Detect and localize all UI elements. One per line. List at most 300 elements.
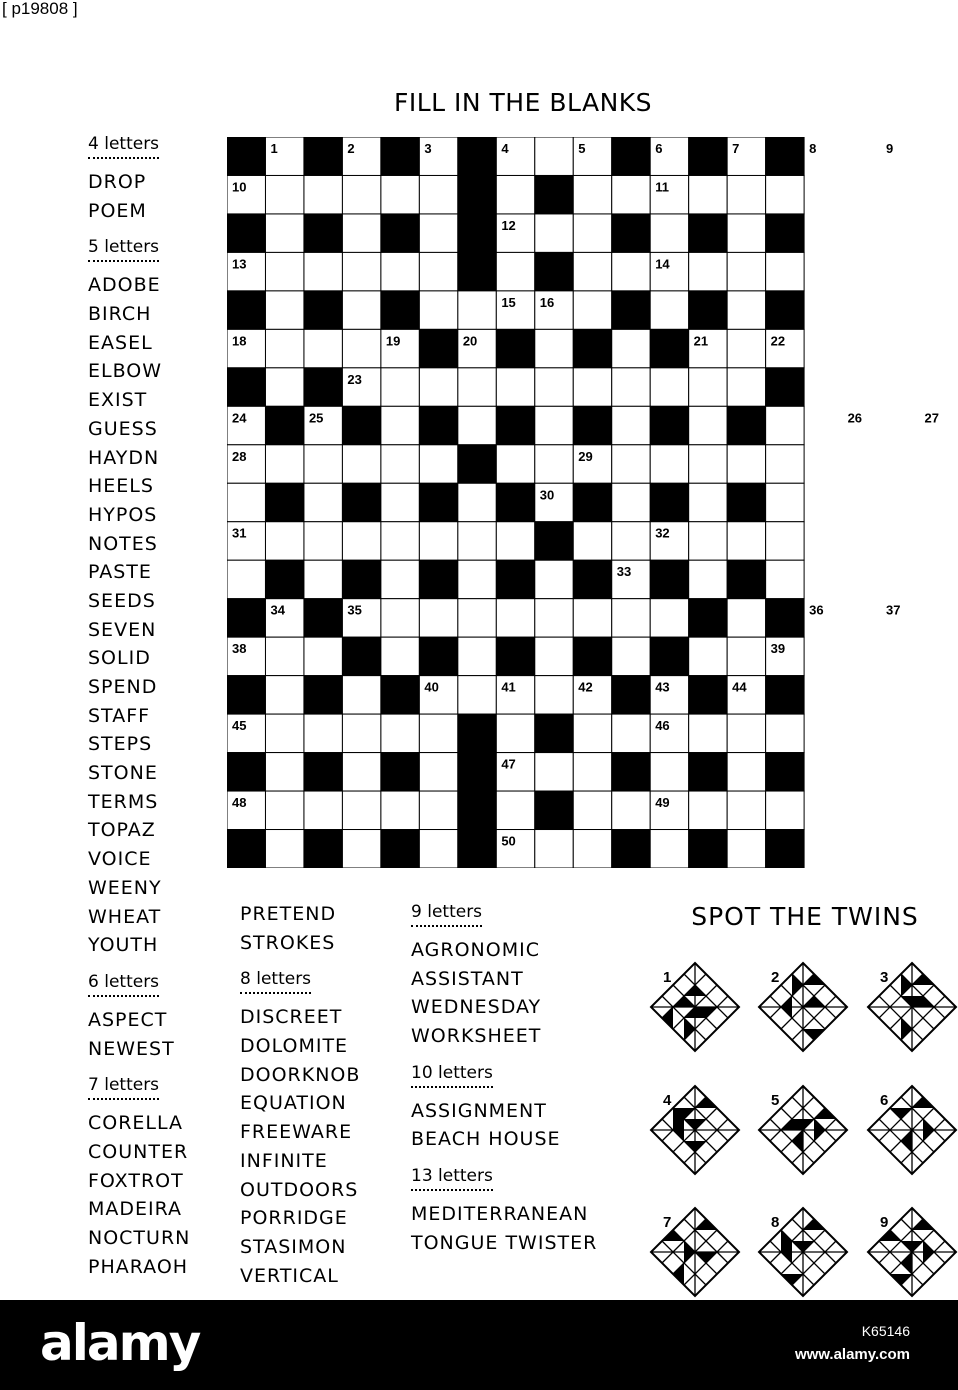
clue-number: 3 <box>424 141 432 156</box>
white-square <box>304 329 342 367</box>
white-square <box>535 445 573 483</box>
word-entry: PORRIDGE <box>240 1207 348 1230</box>
word-entry: ASSIGNMENT <box>411 1099 547 1122</box>
white-square <box>304 560 342 598</box>
word-group <box>240 969 400 1290</box>
clue-number: 42 <box>578 679 593 695</box>
word-entry: PASTE <box>88 561 152 584</box>
black-square <box>342 637 380 675</box>
black-square <box>227 753 265 791</box>
white-square <box>342 714 380 752</box>
word-entry: EQUATION <box>240 1092 347 1115</box>
clue-number: 48 <box>232 795 247 811</box>
white-square <box>496 791 534 829</box>
black-square <box>381 830 419 868</box>
clue-number: 37 <box>886 602 901 618</box>
white-square <box>650 753 688 791</box>
filled-triangle <box>912 974 934 985</box>
white-square <box>535 753 573 791</box>
black-square <box>766 368 804 406</box>
white-square <box>650 291 688 329</box>
white-square <box>458 406 496 444</box>
white-square <box>304 445 342 483</box>
white-square <box>573 291 611 329</box>
black-square <box>766 753 804 791</box>
white-square <box>265 791 303 829</box>
white-square <box>650 830 688 868</box>
black-square <box>766 137 804 175</box>
filled-triangle <box>890 1274 912 1285</box>
white-square <box>304 483 342 521</box>
filled-triangle <box>792 974 803 996</box>
clue-number: 34 <box>270 602 285 618</box>
alamy-logo: alamy <box>40 1314 200 1372</box>
word-entry: WORKSHEET <box>411 1025 542 1048</box>
black-square <box>227 291 265 329</box>
word-group-header: 6 letters <box>88 972 159 997</box>
black-square <box>689 830 727 868</box>
white-square <box>458 522 496 560</box>
black-square <box>227 676 265 714</box>
white-square <box>766 483 804 521</box>
white-square <box>573 252 611 290</box>
white-square <box>419 599 457 637</box>
clue-number: 5 <box>578 141 586 156</box>
white-square <box>342 214 380 252</box>
white-square <box>342 676 380 714</box>
word-entry: SOLID <box>88 647 151 670</box>
word-entry: SEEDS <box>88 589 156 612</box>
white-square <box>381 483 419 521</box>
word-entry: EASEL <box>88 331 153 354</box>
white-square <box>342 291 380 329</box>
white-square <box>535 406 573 444</box>
white-square <box>727 175 765 213</box>
filled-triangle <box>695 1097 717 1108</box>
black-square <box>265 483 303 521</box>
white-square <box>612 175 650 213</box>
black-square <box>650 637 688 675</box>
white-square <box>727 714 765 752</box>
clue-number: 46 <box>655 718 670 734</box>
white-square <box>496 175 534 213</box>
white-square <box>381 599 419 637</box>
filled-triangle <box>673 1263 684 1285</box>
filled-triangle <box>901 974 912 996</box>
word-entry: MADEIRA <box>88 1198 183 1221</box>
white-square <box>535 368 573 406</box>
white-square <box>496 368 534 406</box>
word-entry: ADOBE <box>88 274 161 297</box>
white-square <box>496 252 534 290</box>
word-entry: FOXTROT <box>88 1169 184 1192</box>
black-square <box>458 175 496 213</box>
clue-number: 15 <box>501 294 516 310</box>
filled-triangle <box>695 1252 717 1263</box>
black-square <box>419 329 457 367</box>
twin-number: 5 <box>771 1092 780 1109</box>
twin-number: 4 <box>663 1092 672 1109</box>
word-entry: NEWEST <box>88 1037 175 1060</box>
word-entry: WHEAT <box>88 905 162 928</box>
white-square <box>342 329 380 367</box>
white-square <box>265 830 303 868</box>
white-square <box>304 637 342 675</box>
black-square <box>381 291 419 329</box>
black-square <box>458 830 496 868</box>
word-entry: STAFF <box>88 704 151 727</box>
word-entry: CORELLA <box>88 1112 184 1135</box>
word-entry: MEDITERRANEAN <box>411 1203 589 1226</box>
white-square <box>535 560 573 598</box>
clue-number: 9 <box>886 141 894 156</box>
clue-number: 36 <box>809 602 824 618</box>
clue-number: 38 <box>232 641 247 657</box>
black-square <box>381 214 419 252</box>
white-square <box>650 445 688 483</box>
clue-number: 1 <box>270 141 278 156</box>
white-square <box>381 560 419 598</box>
white-square <box>573 599 611 637</box>
white-square <box>727 599 765 637</box>
site-url: www.alamy.com <box>794 1346 910 1363</box>
twin-number: 6 <box>880 1092 889 1109</box>
white-square <box>458 637 496 675</box>
black-square <box>766 291 804 329</box>
white-square <box>381 175 419 213</box>
filled-triangle <box>803 974 825 985</box>
black-square <box>458 791 496 829</box>
white-square <box>381 252 419 290</box>
filled-triangle <box>662 1230 684 1241</box>
black-square <box>342 406 380 444</box>
white-square <box>612 368 650 406</box>
black-square <box>227 830 265 868</box>
clue-number: 13 <box>232 256 247 272</box>
clue-number: 23 <box>347 371 362 387</box>
white-square <box>535 676 573 714</box>
black-square <box>304 830 342 868</box>
word-entry: STROKES <box>240 931 336 954</box>
white-square <box>689 252 727 290</box>
black-square <box>304 753 342 791</box>
clue-number: 35 <box>347 602 362 618</box>
white-square <box>419 753 457 791</box>
black-square <box>304 137 342 175</box>
black-square <box>650 406 688 444</box>
white-square <box>766 560 804 598</box>
white-square <box>419 252 457 290</box>
white-square <box>612 483 650 521</box>
word-entry: HYPOS <box>88 503 158 526</box>
white-square <box>766 175 804 213</box>
black-square <box>419 483 457 521</box>
white-square <box>689 445 727 483</box>
white-square <box>265 329 303 367</box>
white-square <box>573 791 611 829</box>
white-square <box>689 175 727 213</box>
filled-triangle <box>803 1029 825 1040</box>
white-square <box>650 214 688 252</box>
black-square <box>689 753 727 791</box>
word-list-column-2 <box>240 900 400 1302</box>
word-entry: SPEND <box>88 676 158 698</box>
white-square <box>573 368 611 406</box>
white-square <box>342 791 380 829</box>
word-entry: NOCTURN <box>88 1227 191 1249</box>
word-entry: DISCREET <box>240 1006 343 1029</box>
white-square <box>496 714 534 752</box>
word-entry: HAYDN <box>88 446 160 469</box>
clue-number: 12 <box>501 217 516 233</box>
white-square <box>265 714 303 752</box>
clue-number: 8 <box>809 141 817 156</box>
white-square <box>227 560 265 598</box>
white-square <box>727 291 765 329</box>
clue-number: 4 <box>501 141 509 156</box>
clue-number: 6 <box>655 141 663 156</box>
white-square <box>689 522 727 560</box>
white-square <box>727 445 765 483</box>
white-square <box>304 791 342 829</box>
white-square <box>265 522 303 560</box>
black-square <box>227 368 265 406</box>
word-entry: TONGUE TWISTER <box>411 1231 598 1254</box>
white-square <box>342 830 380 868</box>
white-square <box>496 445 534 483</box>
twin-diamond <box>651 1086 739 1174</box>
filled-triangle <box>662 1007 673 1029</box>
white-square <box>766 406 804 444</box>
clue-number: 28 <box>232 448 247 464</box>
clue-number: 22 <box>770 333 786 349</box>
white-square <box>535 329 573 367</box>
twin-number: 3 <box>880 969 889 986</box>
filled-triangle <box>901 1130 912 1152</box>
clue-number: 18 <box>232 333 247 349</box>
word-entry: COUNTER <box>88 1140 189 1163</box>
image-id: K65146 <box>861 1323 910 1339</box>
black-square <box>650 329 688 367</box>
clue-number: 29 <box>578 448 593 464</box>
word-group-header: 8 letters <box>240 969 311 994</box>
white-square <box>342 445 380 483</box>
word-entry: ELBOW <box>88 360 163 383</box>
word-entry: ASPECT <box>88 1008 168 1031</box>
white-square <box>727 830 765 868</box>
clue-number: 31 <box>232 525 247 541</box>
black-square <box>727 560 765 598</box>
white-square <box>227 483 265 521</box>
footer-bar <box>0 1300 958 1390</box>
word-entry: DROP <box>88 171 147 193</box>
white-square <box>458 676 496 714</box>
white-square <box>265 368 303 406</box>
white-square <box>419 714 457 752</box>
twin-diamond <box>651 1208 739 1296</box>
white-square <box>766 252 804 290</box>
white-square <box>381 368 419 406</box>
clue-number: 25 <box>308 410 324 426</box>
word-group-header: 9 letters <box>411 902 482 927</box>
black-square <box>381 753 419 791</box>
white-square <box>689 483 727 521</box>
word-group <box>411 1166 641 1257</box>
black-square <box>727 406 765 444</box>
black-square <box>573 560 611 598</box>
black-square <box>689 676 727 714</box>
word-entry: TOPAZ <box>88 819 156 842</box>
clue-number: 16 <box>539 294 555 310</box>
word-entry: SEVEN <box>88 618 157 641</box>
word-entry: ASSISTANT <box>411 967 524 990</box>
white-square <box>612 252 650 290</box>
word-entry: HEELS <box>88 475 154 498</box>
white-square <box>727 791 765 829</box>
word-group <box>411 902 641 1051</box>
white-square <box>727 329 765 367</box>
black-square <box>304 599 342 637</box>
filled-triangle <box>695 1219 717 1230</box>
black-square <box>227 214 265 252</box>
clue-number: 43 <box>655 679 670 695</box>
black-square <box>381 137 419 175</box>
white-square <box>496 599 534 637</box>
twin-diamond <box>759 963 847 1051</box>
clue-number: 21 <box>693 333 709 349</box>
word-entry: VERTICAL <box>240 1264 339 1287</box>
white-square <box>419 830 457 868</box>
black-square <box>727 483 765 521</box>
black-square <box>496 329 534 367</box>
white-square <box>265 252 303 290</box>
filled-triangle <box>814 1108 836 1119</box>
white-square <box>304 252 342 290</box>
white-square <box>535 214 573 252</box>
white-square <box>766 445 804 483</box>
white-square <box>727 637 765 675</box>
word-group-header: 7 letters <box>88 1075 159 1100</box>
word-group <box>88 237 218 960</box>
filled-triangle <box>673 996 695 1007</box>
word-entry: BIRCH <box>88 303 152 326</box>
white-square <box>419 214 457 252</box>
black-square <box>612 753 650 791</box>
black-square <box>342 483 380 521</box>
white-square <box>689 791 727 829</box>
black-square <box>496 483 534 521</box>
white-square <box>304 714 342 752</box>
black-square <box>573 329 611 367</box>
clue-number: 14 <box>655 256 670 272</box>
black-square <box>612 137 650 175</box>
clue-number: 40 <box>424 679 439 695</box>
white-square <box>573 522 611 560</box>
white-square <box>265 753 303 791</box>
white-square <box>727 214 765 252</box>
black-square <box>612 830 650 868</box>
black-square <box>689 214 727 252</box>
white-square <box>612 599 650 637</box>
clue-number: 45 <box>232 718 247 734</box>
black-square <box>227 599 265 637</box>
black-square <box>304 676 342 714</box>
white-square <box>612 714 650 752</box>
white-square <box>304 522 342 560</box>
word-group <box>88 134 218 225</box>
black-square <box>766 830 804 868</box>
black-square <box>766 599 804 637</box>
clue-number: 41 <box>501 679 516 695</box>
twin-diamond <box>759 1208 847 1296</box>
word-entry: PRETEND <box>240 903 337 925</box>
clue-number: 20 <box>462 333 478 349</box>
white-square <box>650 599 688 637</box>
white-square <box>342 753 380 791</box>
white-square <box>419 522 457 560</box>
filled-triangle <box>879 1230 901 1241</box>
black-square <box>573 637 611 675</box>
white-square <box>342 522 380 560</box>
white-square <box>535 137 573 175</box>
clue-number: 47 <box>501 756 516 772</box>
white-square <box>419 445 457 483</box>
white-square <box>573 830 611 868</box>
crossword-grid <box>227 137 958 868</box>
clue-number: 17 <box>616 294 632 310</box>
white-square <box>381 714 419 752</box>
white-square <box>458 599 496 637</box>
white-square <box>689 368 727 406</box>
white-square <box>727 252 765 290</box>
white-square <box>381 791 419 829</box>
clue-number: 7 <box>732 141 740 156</box>
black-square <box>304 214 342 252</box>
white-square <box>419 291 457 329</box>
word-entry: BEACH HOUSE <box>411 1128 561 1151</box>
black-square <box>227 137 265 175</box>
clue-number: 10 <box>232 179 247 195</box>
white-square <box>727 368 765 406</box>
black-square <box>419 637 457 675</box>
filled-triangle <box>781 1274 803 1285</box>
filled-triangle <box>901 1252 912 1274</box>
twin-diamond <box>868 1086 956 1174</box>
word-group <box>411 1063 641 1154</box>
word-entry: AGRONOMIC <box>411 939 540 961</box>
white-square <box>381 637 419 675</box>
black-square <box>458 714 496 752</box>
twin-diamond <box>759 1086 847 1174</box>
white-square <box>535 637 573 675</box>
word-entry: VOICE <box>88 848 152 871</box>
clue-number: 32 <box>655 525 670 541</box>
white-square <box>265 214 303 252</box>
twin-diamond <box>868 963 956 1051</box>
white-square <box>458 483 496 521</box>
white-square <box>766 791 804 829</box>
white-square <box>419 791 457 829</box>
white-square <box>265 445 303 483</box>
word-entry: POEM <box>88 199 147 222</box>
filled-triangle <box>803 1219 825 1230</box>
black-square <box>304 368 342 406</box>
word-entry: WEENY <box>88 876 162 899</box>
word-group <box>88 1075 218 1281</box>
black-square <box>419 406 457 444</box>
clue-number: 27 <box>924 410 939 426</box>
clue-number: 50 <box>501 833 516 849</box>
